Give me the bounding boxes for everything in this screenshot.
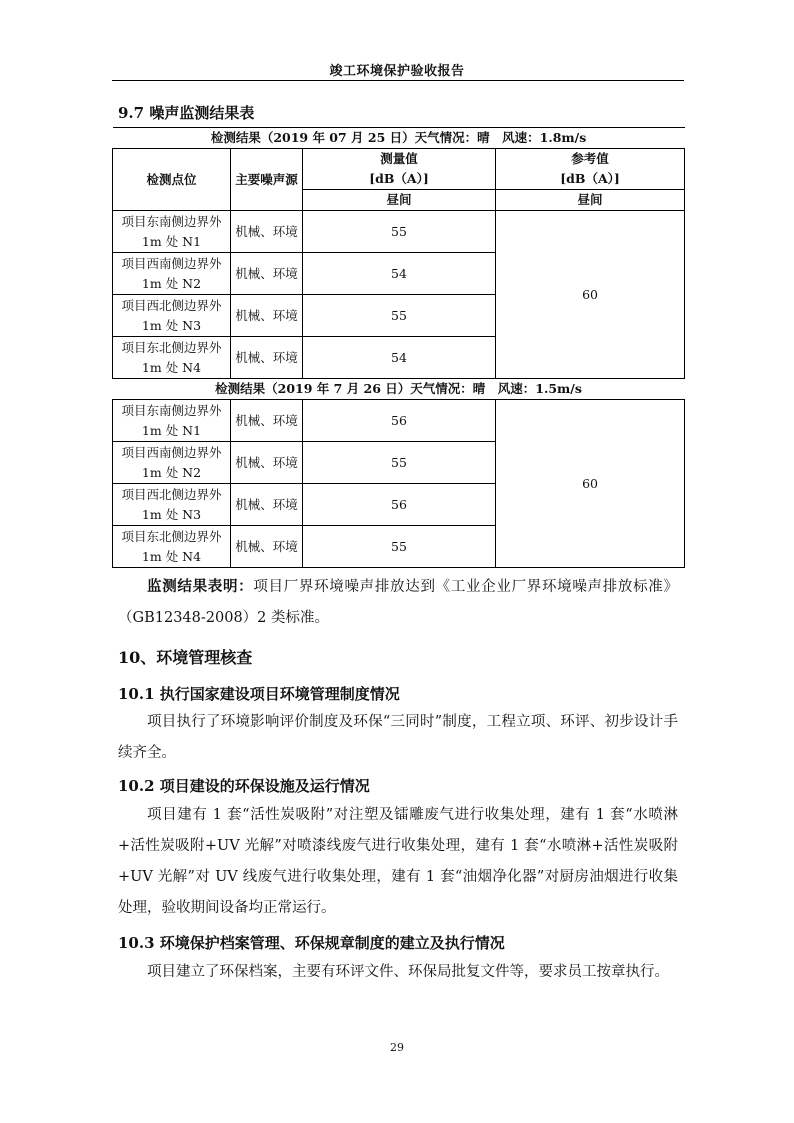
- section-10-1-text: 项目执行了环境影响评价制度及环保“三同时”制度，工程立项、环评、初步设计手续齐全。: [118, 714, 678, 761]
- source-cell: 机械、环境: [231, 442, 303, 484]
- measured-daytime-header: 昼间: [303, 190, 496, 211]
- source-cell: 机械、环境: [231, 484, 303, 526]
- value-cell: 56: [303, 484, 496, 526]
- source-cell: 机械、环境: [231, 337, 303, 379]
- section-10-1-heading: 10.1 执行国家建设项目环境管理制度情况: [118, 685, 400, 703]
- value-cell: 55: [303, 211, 496, 253]
- source-cell: 机械、环境: [231, 211, 303, 253]
- section-10-2-text: 项目建有 1 套“活性炭吸附”对注塑及镭雕废气进行收集处理，建有 1 套“水喷淋+活性炭吸附+UV 光解”对喷漆线废气进行收集处理，建有 1 套“水喷淋+活性炭吸附+UV 光解”对 UV 线废气进行收集处理，建有 1 套“油烟净化器”对厨房油烟进行收集处理，验收期间设备均正常运行。: [118, 807, 678, 916]
- point-cell: 项目东南侧边界外 1m 处 N1: [113, 211, 231, 253]
- table-row: [113, 211, 685, 253]
- point-cell: 项目西北侧边界外 1m 处 N3: [113, 295, 231, 337]
- section-10-3-text: 项目建立了环保档案，主要有环评文件、环保局批复文件等，要求员工按章执行。: [147, 964, 669, 980]
- conclusion-paragraph: [118, 571, 678, 634]
- section-10-2-heading: 10.2 项目建设的环保设施及运行情况: [118, 777, 370, 795]
- point-cell: 项目东北侧边界外 1m 处 N4: [113, 337, 231, 379]
- value-cell: 54: [303, 253, 496, 295]
- col-measured-header: [303, 149, 496, 190]
- table-row: [113, 400, 685, 442]
- header-row: [113, 149, 685, 190]
- reference-cell: 60: [496, 211, 685, 379]
- value-cell: 55: [303, 442, 496, 484]
- source-cell: 机械、环境: [231, 295, 303, 337]
- value-cell: 54: [303, 337, 496, 379]
- conclusion-label: 监测结果表明：: [147, 578, 254, 595]
- col-point-header: 检测点位: [113, 149, 231, 211]
- col-measured-title: 测量值: [380, 151, 418, 166]
- reference-cell: 60: [496, 400, 685, 568]
- point-cell: 项目西南侧边界外 1m 处 N2: [113, 253, 231, 295]
- source-cell: 机械、环境: [231, 526, 303, 568]
- report-header-title: 竣工环境保护验收报告: [329, 64, 465, 79]
- point-cell: 项目西南侧边界外 1m 处 N2: [113, 442, 231, 484]
- source-cell: 机械、环境: [231, 400, 303, 442]
- point-cell: 项目西北侧边界外 1m 处 N3: [113, 484, 231, 526]
- header-divider: [112, 80, 684, 81]
- conclusion-text: 项目厂界环境噪声排放达到《工业企业厂界环境噪声排放标准》（GB12348-2008）2 类标准。: [118, 579, 679, 626]
- ref-daytime-header: 昼间: [496, 190, 685, 211]
- col-ref-header: [496, 149, 685, 190]
- value-cell: 55: [303, 295, 496, 337]
- group1-title: 检测结果（2019 年 07 月 25 日）天气情况：晴 风速：1.8m/s: [113, 128, 685, 149]
- source-cell: 机械、环境: [231, 253, 303, 295]
- section-10-heading: 10、环境管理核查: [118, 648, 253, 667]
- point-cell: 项目东南侧边界外 1m 处 N1: [113, 400, 231, 442]
- group-title-row: [113, 128, 685, 149]
- col-measured-unit: [dB（A）]: [369, 171, 429, 186]
- col-source-header: 主要噪声源: [231, 149, 303, 211]
- section-10-3-heading: 10.3 环境保护档案管理、环保规章制度的建立及执行情况: [118, 934, 505, 952]
- point-cell: 项目东北侧边界外 1m 处 N4: [113, 526, 231, 568]
- value-cell: 56: [303, 400, 496, 442]
- col-ref-unit: [dB（A）]: [560, 171, 620, 186]
- group-title-row: [113, 379, 685, 400]
- value-cell: 55: [303, 526, 496, 568]
- noise-monitoring-table: [112, 127, 685, 568]
- col-ref-title: 参考值: [571, 151, 609, 166]
- page-number: 29: [390, 1041, 404, 1054]
- group2-title: 检测结果（2019 年 7 月 26 日）天气情况：晴 风速：1.5m/s: [113, 379, 685, 400]
- section-9-7-heading: 9.7 噪声监测结果表: [118, 104, 255, 122]
